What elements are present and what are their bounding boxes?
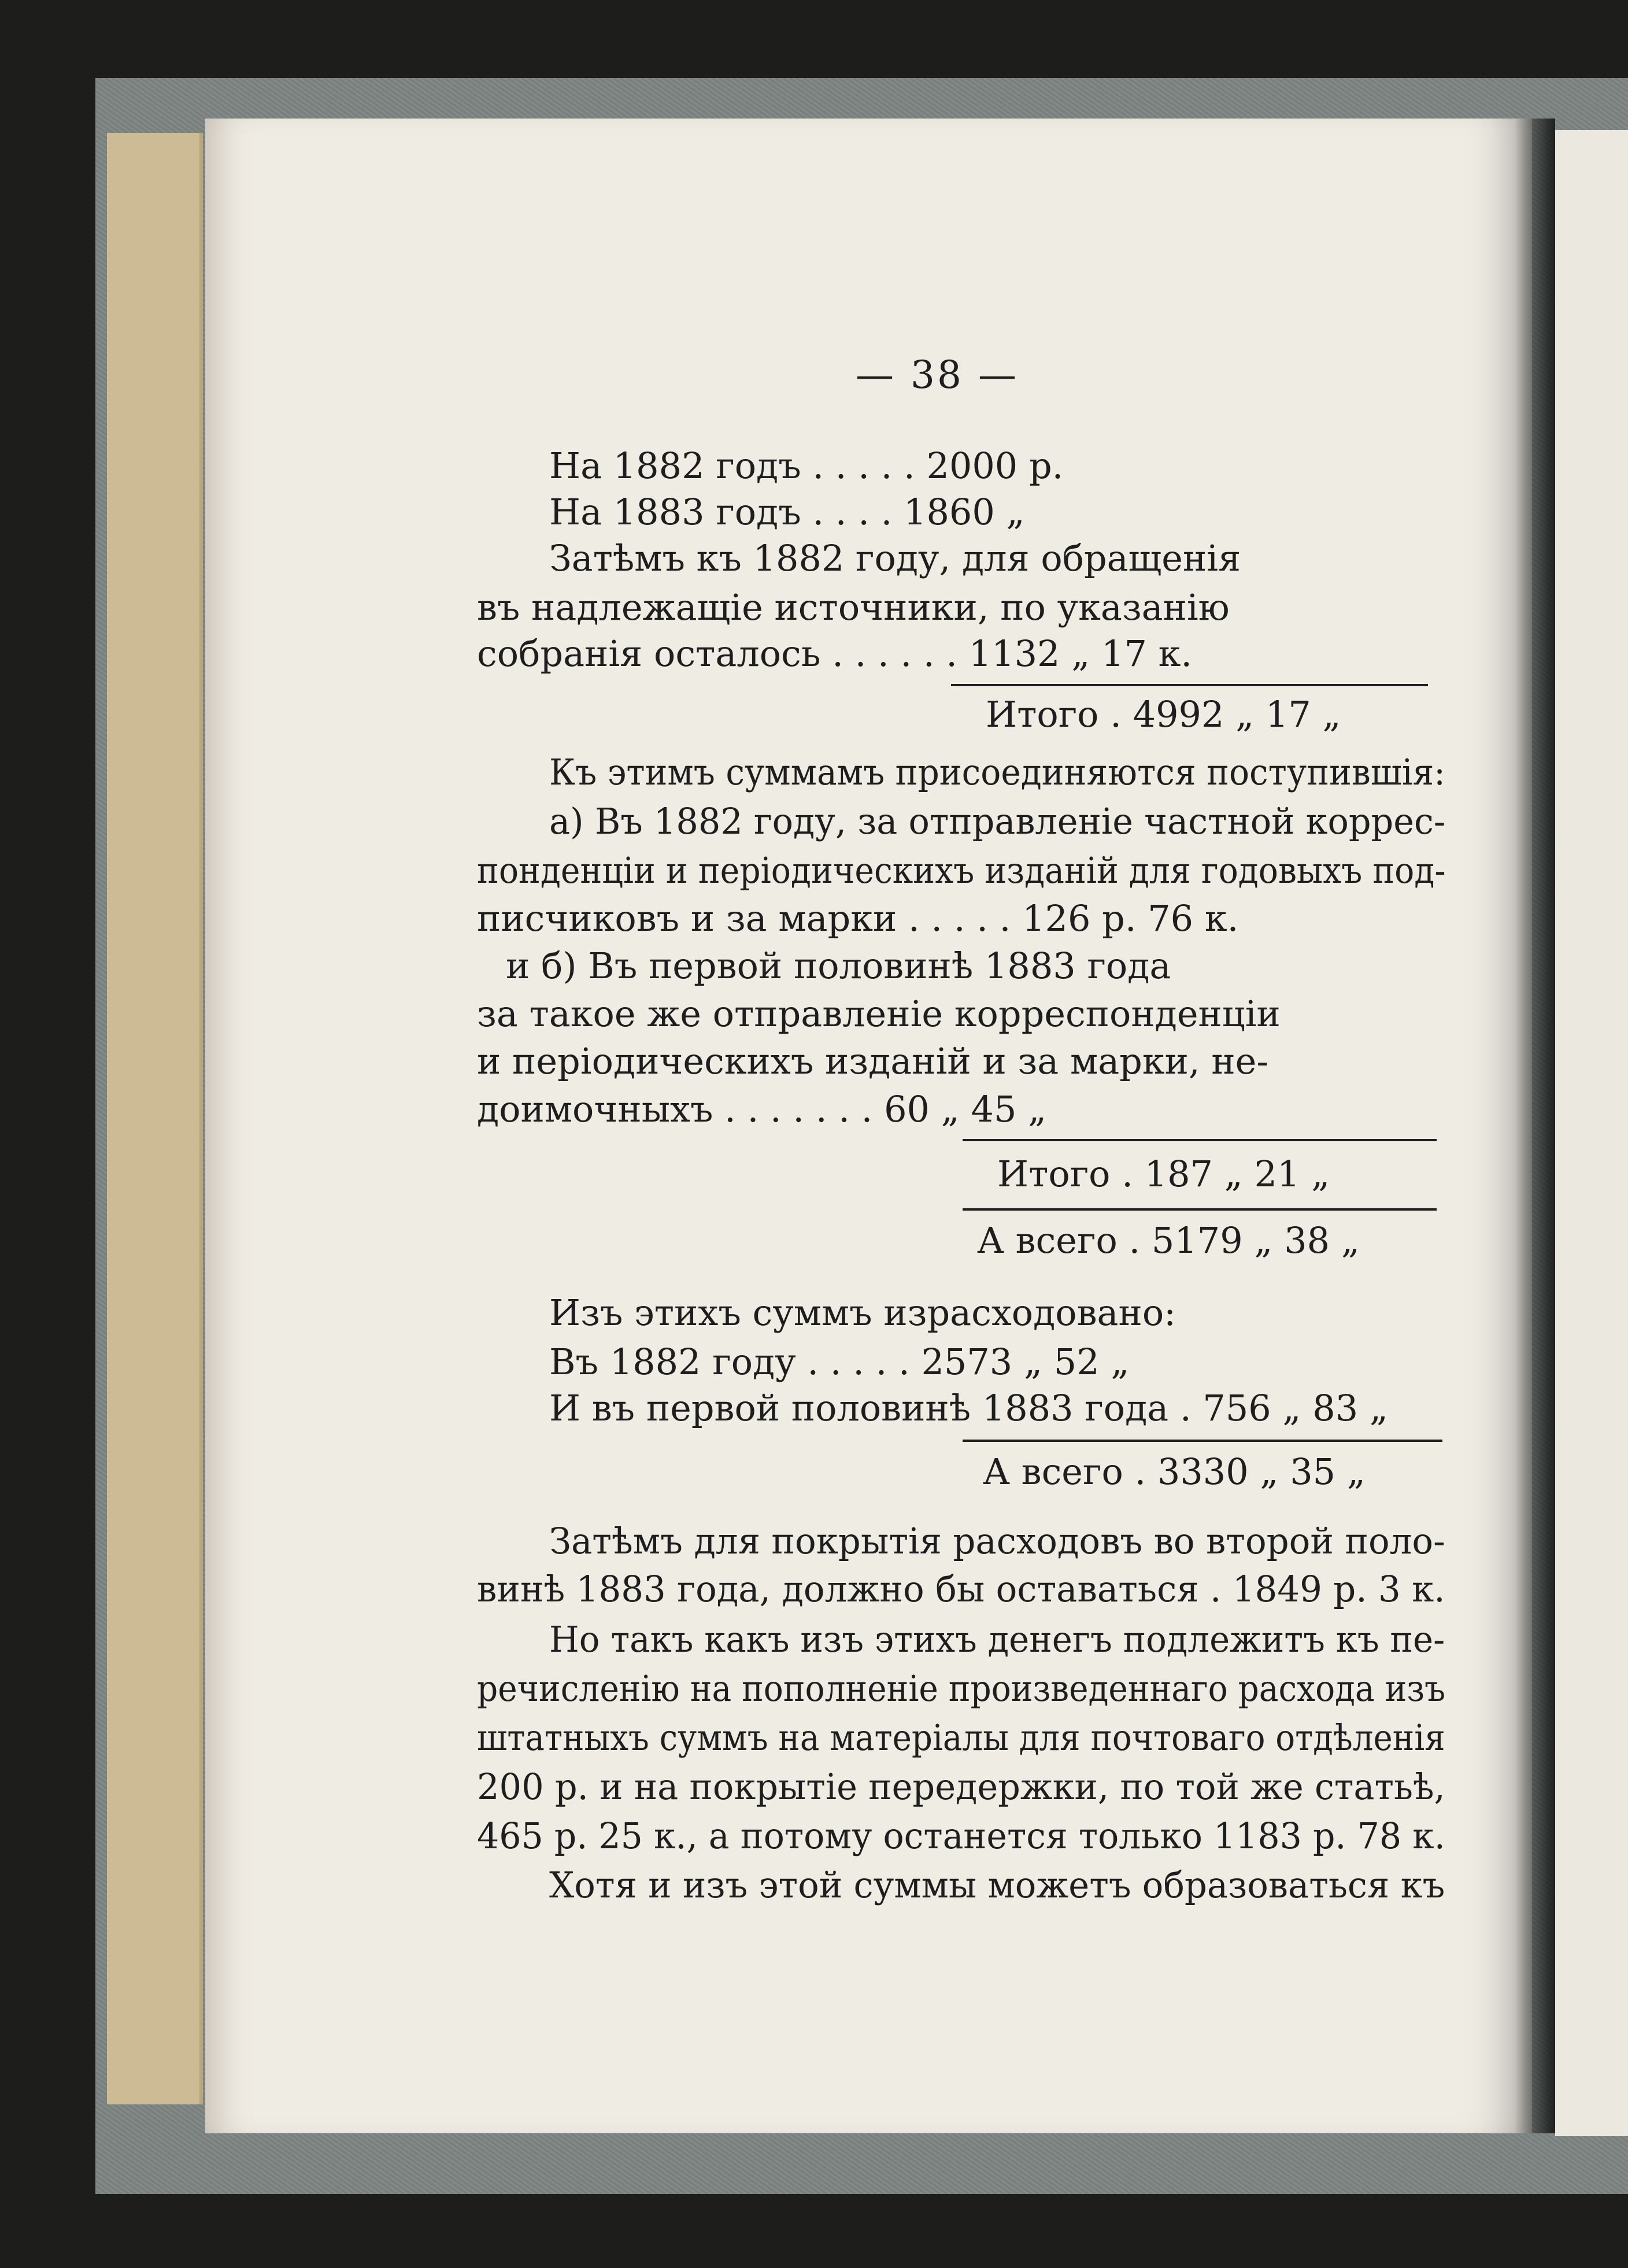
text-line: Изъ этихъ суммъ израсходовано: bbox=[549, 1292, 1176, 1334]
sum-rule bbox=[963, 1440, 1442, 1442]
text-line: понденціи и періодическихъ изданій для годовыхъ под- bbox=[477, 849, 1446, 891]
text-line: И въ первой половинѣ 1883 года . 756 „ 83 „ bbox=[549, 1387, 1388, 1429]
text-line: Итого . 4992 „ 17 „ bbox=[986, 693, 1341, 735]
text-line: Къ этимъ суммамъ присоединяются поступившія: bbox=[549, 751, 1445, 793]
facing-page bbox=[1555, 130, 1628, 2136]
text-line: Въ 1882 году . . . . . 2573 „ 52 „ bbox=[549, 1341, 1130, 1383]
text-line: писчиковъ и за марки . . . . . 126 р. 76 к. bbox=[477, 897, 1239, 939]
sum-rule bbox=[963, 1208, 1437, 1211]
text-line: речисленію на пополненіе произведеннаго расхода изъ bbox=[477, 1667, 1446, 1710]
text-line: собранія осталось . . . . . . 1132 „ 17 к. bbox=[477, 632, 1193, 675]
gutter-shadow bbox=[1515, 119, 1555, 2133]
page-edges bbox=[107, 133, 203, 2104]
text-line: въ надлежащіе источники, по указанію bbox=[477, 586, 1230, 628]
text-line: и б) Въ первой половинѣ 1883 года bbox=[506, 945, 1171, 987]
text-line: а) Въ 1882 году, за отправленіе частной коррес- bbox=[549, 800, 1446, 842]
text-line: А всего . 3330 „ 35 „ bbox=[983, 1451, 1366, 1493]
sum-rule bbox=[963, 1139, 1437, 1141]
text-line: и періодическихъ изданій и за марки, не- bbox=[477, 1040, 1269, 1082]
text-line: Затѣмъ къ 1882 году, для обращенія bbox=[549, 537, 1241, 579]
sum-rule bbox=[951, 684, 1428, 686]
text-line: 200 р. и на покрытіе передержки, по той же статьѣ, bbox=[477, 1766, 1445, 1808]
text-line: На 1882 годъ . . . . . 2000 р. bbox=[549, 445, 1064, 487]
text-line: доимочныхъ . . . . . . . 60 „ 45 „ bbox=[477, 1088, 1047, 1130]
text-line: штатныхъ суммъ на матеріалы для почтоваго отдѣленія bbox=[477, 1716, 1445, 1759]
text-line: На 1883 годъ . . . . 1860 „ bbox=[549, 491, 1025, 533]
text-line: винѣ 1883 года, должно бы оставаться . 1849 р. 3 к. bbox=[477, 1568, 1445, 1610]
text-line: А всего . 5179 „ 38 „ bbox=[977, 1219, 1360, 1261]
text-line: за такое же отправленіе корреспонденціи bbox=[477, 993, 1281, 1035]
page-number: — 38 — bbox=[856, 353, 1019, 397]
text-line: Затѣмъ для покрытія расходовъ во второй поло- bbox=[549, 1520, 1445, 1562]
text-line: Хотя и изъ этой суммы можетъ образоваться къ bbox=[549, 1864, 1445, 1906]
text-line: Итого . 187 „ 21 „ bbox=[997, 1153, 1330, 1195]
text-line: 465 р. 25 к., а потому останется только 1183 р. 78 к. bbox=[477, 1815, 1445, 1857]
text-line: Но такъ какъ изъ этихъ денегъ подлежитъ къ пе- bbox=[549, 1618, 1445, 1660]
